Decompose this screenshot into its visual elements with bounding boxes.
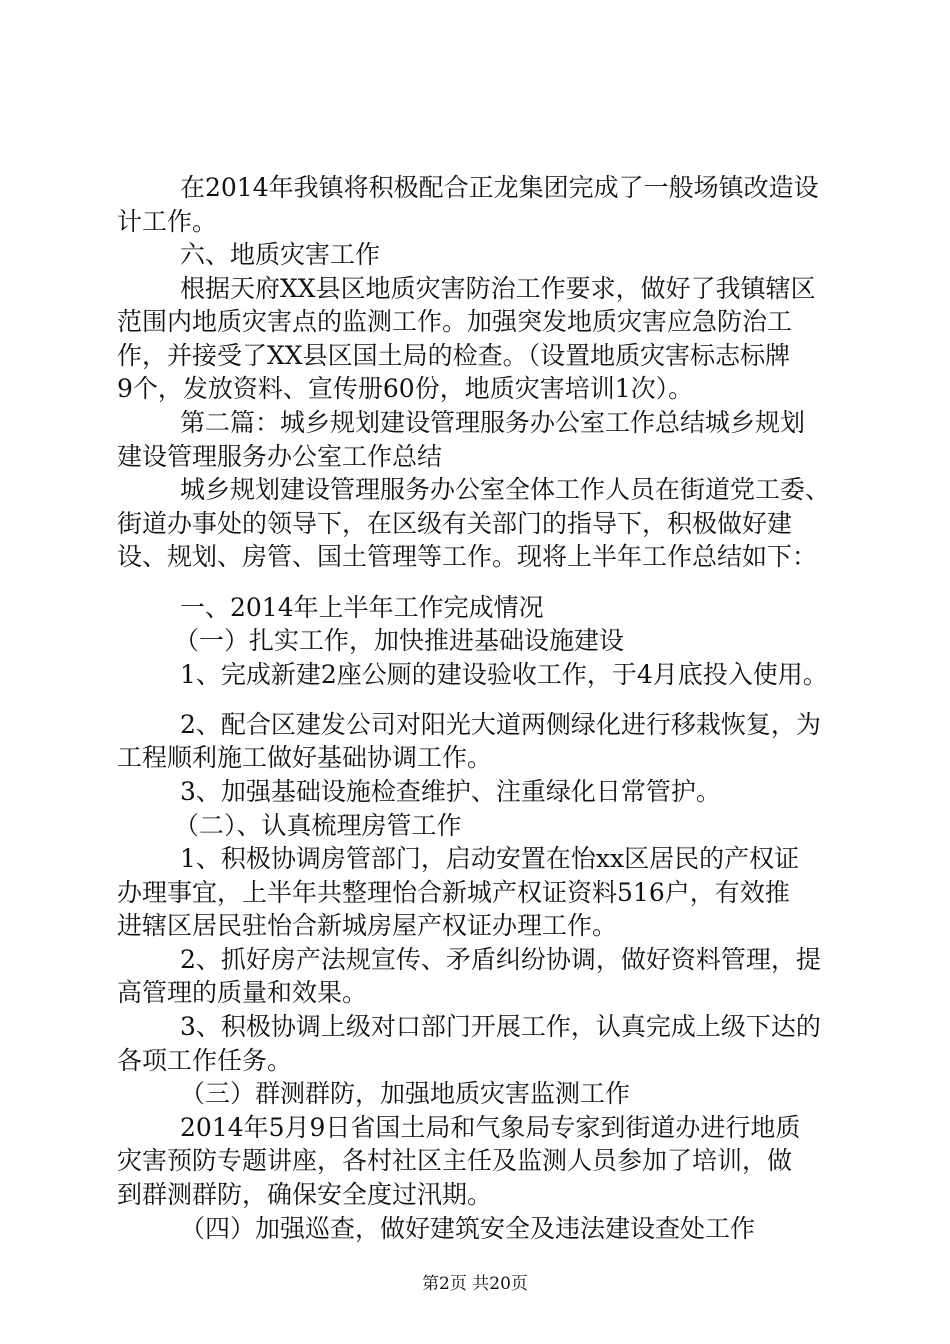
subsection-heading: （一）扎实工作，加快推进基础设施建设 (174, 626, 625, 655)
body-line: 计工作。 (117, 207, 218, 236)
section-heading: 一、2014年上半年工作完成情况 (180, 593, 544, 622)
body-line: 办理事宜，上半年共整理怡合新城产权证资料516户，有效推 (117, 878, 790, 907)
body-line: 作，并接受了XX县区国土局的检查。（设置地质灾害标志标牌 (117, 341, 791, 370)
chapter-heading: 建设管理服务办公室工作总结 (117, 442, 443, 471)
subsection-heading: （四）加强巡查，做好建筑安全及违法建设查处工作 (180, 1214, 756, 1243)
subsection-heading: （二）、认真梳理房管工作 (174, 811, 462, 840)
chapter-heading: 第二篇：城乡规划建设管理服务办公室工作总结城乡规划 (180, 408, 806, 437)
body-line: 到群测群防，确保安全度过汛期。 (117, 1180, 493, 1209)
body-line: 设、规划、房管、国土管理等工作。现将上半年工作总结如下： (117, 542, 818, 571)
body-line: 城乡规划建设管理服务办公室全体工作人员在街道党工委、 (180, 475, 831, 504)
section-heading: 六、地质灾害工作 (180, 240, 381, 269)
body-line: 范围内地质灾害点的监测工作。加强突发地质灾害应急防治工 (117, 307, 793, 336)
body-line: 3、积极协调上级对口部门开展工作，认真完成上级下达的 (180, 1012, 821, 1041)
body-line: 根据天府XX县区地质灾害防治工作要求，做好了我镇辖区 (180, 274, 816, 303)
body-line: 工程顺利施工做好基础协调工作。 (117, 743, 493, 772)
body-line: 2、抓好房产法规宣传、矛盾纠纷协调，做好资料管理，提 (180, 945, 821, 974)
body-line: 高管理的质量和效果。 (117, 978, 368, 1007)
body-line: 1、积极协调房管部门，启动安置在怡xx区居民的产权证 (180, 844, 800, 873)
body-line: 进辖区居民驻怡合新城房屋产权证办理工作。 (117, 911, 618, 940)
body-line: 9个，发放资料、宣传册60份，地质灾害培训1次）。 (117, 374, 694, 403)
body-line: 1、完成新建2座公厕的建设验收工作，于4月底投入使用。 (180, 660, 828, 689)
body-line: 灾害预防专题讲座，各村社区主任及监测人员参加了培训，做 (117, 1146, 793, 1175)
body-line: 街道办事处的领导下，在区级有关部门的指导下，积极做好建 (117, 509, 793, 538)
body-line: 3、加强基础设施检查维护、注重绿化日常管护。 (180, 777, 721, 806)
body-line: 2014年5月9日省国土局和气象局专家到街道办进行地质 (180, 1113, 801, 1142)
body-line: 各项工作任务。 (117, 1046, 293, 1075)
body-line: 2、配合区建发公司对阳光大道两侧绿化进行移栽恢复，为 (180, 710, 821, 739)
subsection-heading: （三）群测群防，加强地质灾害监测工作 (180, 1079, 631, 1108)
body-line: 在2014年我镇将积极配合正龙集团完成了一般场镇改造设 (180, 173, 819, 202)
page-footer: 第2页 共20页 (422, 1274, 528, 1294)
